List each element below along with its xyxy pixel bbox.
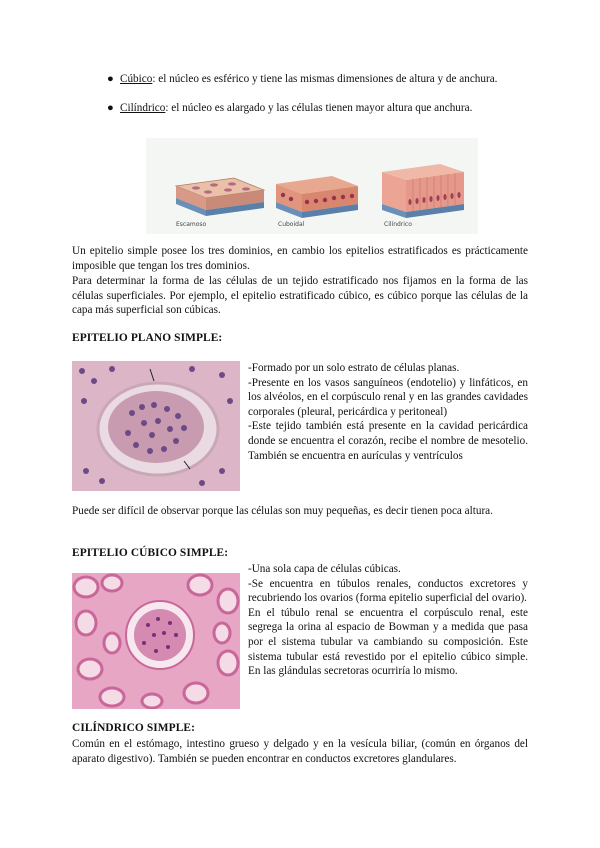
section1-lines [248,361,528,463]
epithelium-diagram [146,138,478,234]
cuboidal-block [276,176,358,218]
section1-line: -Formado por un solo estrato de células planas. [248,362,460,374]
section2-line: -Se encuentra en túbulos renales, conductos excretores y recubriendo los ovarios (forma epitelio superficial del ovario). [248,577,528,605]
section2-line: -Una sola capa de células cúbicas. [248,563,401,575]
section3-text: Común en el estómago, intestino grueso y delgado y en la vesícula biliar, (común en órganos del aparato digestivo). También se pueden encontrar en conductos excretores glandulares. [72,738,528,765]
term-cubico: Cúbico [120,73,153,85]
heading-cilindrico-simple: CILÍNDRICO SIMPLE: [72,722,195,734]
epithelium-types-figure [146,138,478,234]
section1-line: -Presente en los vasos sanguíneos (endotelio) y linfáticos, en los alvéolos, en el corpúsculo renal y en las grandes cavidades corporales (pleural, pericárdica y peritoneal) [248,376,528,418]
bullet-cilindrico-text: : el núcleo es alargado y las células tienen mayor altura que anchura. [165,102,473,114]
section1-line: -Este tejido también está presente en la cavidad pericárdica donde se encuentra el corazón, recibe el nombre de mesotelio. También se encuentra en aurículas y ventrículos [248,420,528,462]
label-cuboidal: Cuboidal [278,221,305,228]
section2-lines [248,562,528,679]
paragraph-forma: Para determinar la forma de las células de un tejido estratificado nos fijamos en la forma de las células superficiales. Por ejemplo, el epitelio estratificado cúbico, es cúbico porque las células de la capa más superficial son cúbicas. [72,275,528,317]
heading-epitelio-cubico-simple: EPITELIO CÚBICO SIMPLE: [72,547,229,559]
squamous-block [176,178,264,216]
label-cilindrico: Cilíndrico [384,221,412,228]
columnar-block [382,164,464,218]
bullet-cubico: ● Cúbico: el núcleo es esférico y tiene las mismas dimensiones de altura y de anchura. [107,73,498,85]
term-cilindrico: Cilíndrico [120,102,166,114]
label-escamoso: Escamoso [176,221,207,228]
micrograph-glomerulus [72,361,240,491]
bullet-cubico-text: : el núcleo es esférico y tiene las mismas dimensiones de altura y de anchura. [152,73,498,85]
paragraph-dominios: Un epitelio simple posee los tres dominios, en cambio los epitelios estratificados es prácticamente imposible que tengan los tres dominios. [72,245,528,272]
heading-epitelio-plano-simple: EPITELIO PLANO SIMPLE: [72,332,223,344]
bullet-cilindrico: ● Cilíndrico: el núcleo es alargado y las células tienen mayor altura que anchura. [107,102,473,114]
section1-note: Puede ser difícil de observar porque las células son muy pequeñas, es decir tienen poca altura. [72,505,493,517]
section2-line: En el túbulo renal se encuentra el corpúsculo renal, este segrega la orina al espacio de Bowman y a medida que pasa por el sistema tubular va cambiando su composición. Este sistema tubular está revestido por el epitelio cúbico simple. En las glándulas secretoras ocurriría lo mismo. [248,606,528,678]
micrograph-kidney [72,573,240,709]
